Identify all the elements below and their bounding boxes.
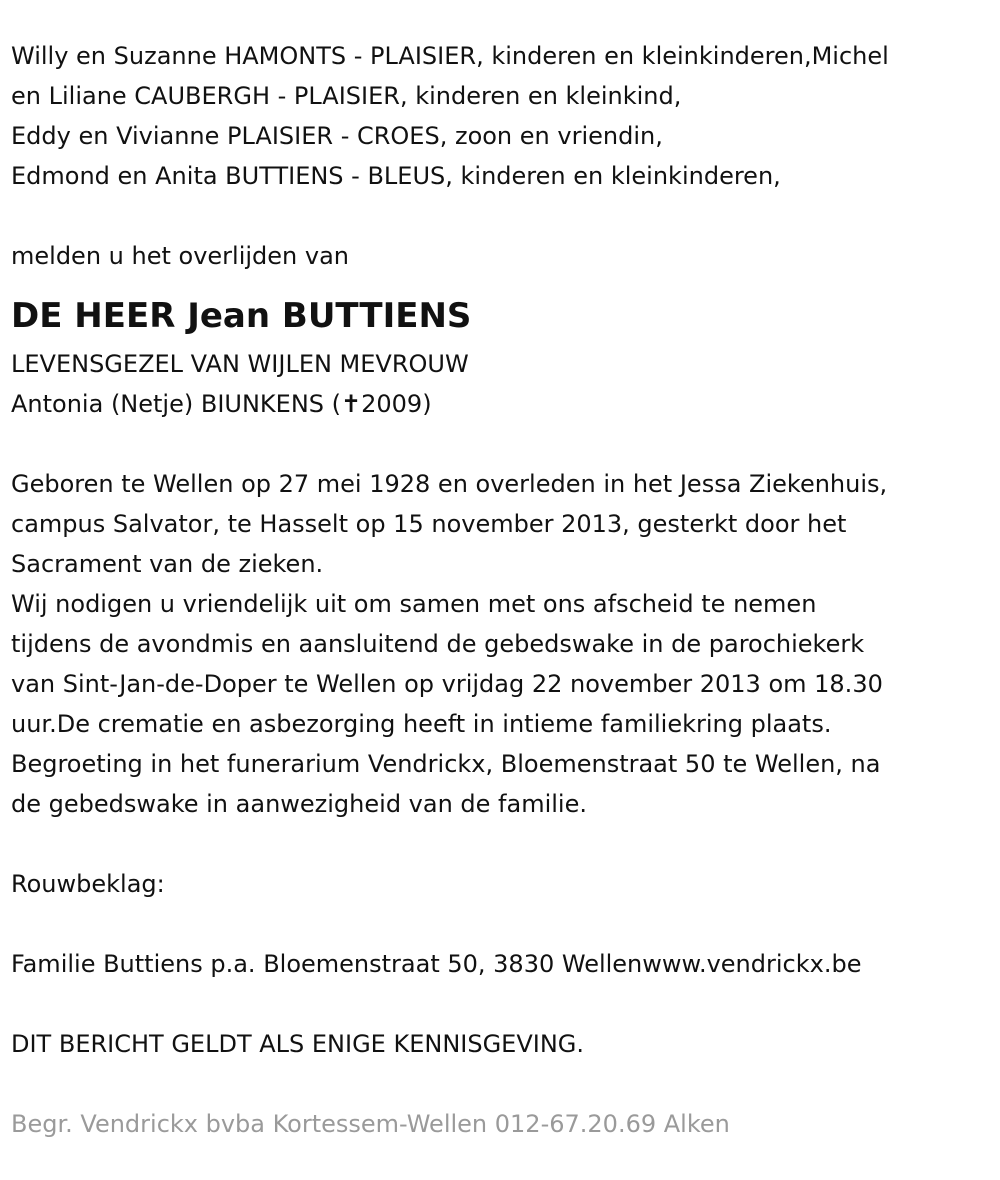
funeral-director-footer: Begr. Vendrickx bvba Kortessem-Wellen 012-67.20.69 Alken <box>11 1110 730 1138</box>
announcers-block <box>11 36 986 196</box>
body-line: tijdens de avondmis en aansluitend de gebedswake in de parochiekerk <box>11 630 865 658</box>
spacer <box>11 824 986 864</box>
relation-line: Antonia (Netje) BIUNKENS (✝2009) <box>11 390 432 418</box>
body-line: Wij nodigen u vriendelijk uit om samen met ons afscheid te nemen <box>11 590 817 618</box>
spacer <box>11 1064 986 1104</box>
body-line: Sacrament van de zieken. <box>11 550 324 578</box>
body-paragraph <box>11 464 986 824</box>
spacer <box>11 904 986 944</box>
announcer-line: Willy en Suzanne HAMONTS - PLAISIER, kinderen en kleinkinderen,Michel <box>11 42 889 70</box>
condolences-label: Rouwbeklag: <box>11 870 165 898</box>
announcer-line: Edmond en Anita BUTTIENS - BLEUS, kinderen en kleinkinderen, <box>11 162 781 190</box>
intro-text: melden u het overlijden van <box>11 242 349 270</box>
body-line: Geboren te Wellen op 27 mei 1928 en overleden in het Jessa Ziekenhuis, <box>11 470 888 498</box>
deceased-name: DE HEER Jean BUTTIENS <box>11 296 472 336</box>
condolences-address: Familie Buttiens p.a. Bloemenstraat 50, 3830 Wellenwww.vendrickx.be <box>11 950 862 978</box>
spacer <box>11 424 986 464</box>
spacer <box>11 984 986 1024</box>
spacer <box>11 196 986 236</box>
relation-line: LEVENSGEZEL VAN WIJLEN MEVROUW <box>11 350 469 378</box>
announcer-line: en Liliane CAUBERGH - PLAISIER, kinderen en kleinkind, <box>11 82 682 110</box>
body-line: campus Salvator, te Hasselt op 15 november 2013, gesterkt door het <box>11 510 847 538</box>
body-line: van Sint-Jan-de-Doper te Wellen op vrijdag 22 november 2013 om 18.30 <box>11 670 883 698</box>
announcer-line: Eddy en Vivianne PLAISIER - CROES, zoon en vriendin, <box>11 122 663 150</box>
obituary-document <box>11 36 986 1144</box>
body-line: Begroeting in het funerarium Vendrickx, Bloemenstraat 50 te Wellen, na <box>11 750 881 778</box>
body-line: de gebedswake in aanwezigheid van de familie. <box>11 790 587 818</box>
notice-text: DIT BERICHT GELDT ALS ENIGE KENNISGEVING. <box>11 1030 585 1058</box>
body-line: uur.De crematie en asbezorging heeft in intieme familiekring plaats. <box>11 710 832 738</box>
